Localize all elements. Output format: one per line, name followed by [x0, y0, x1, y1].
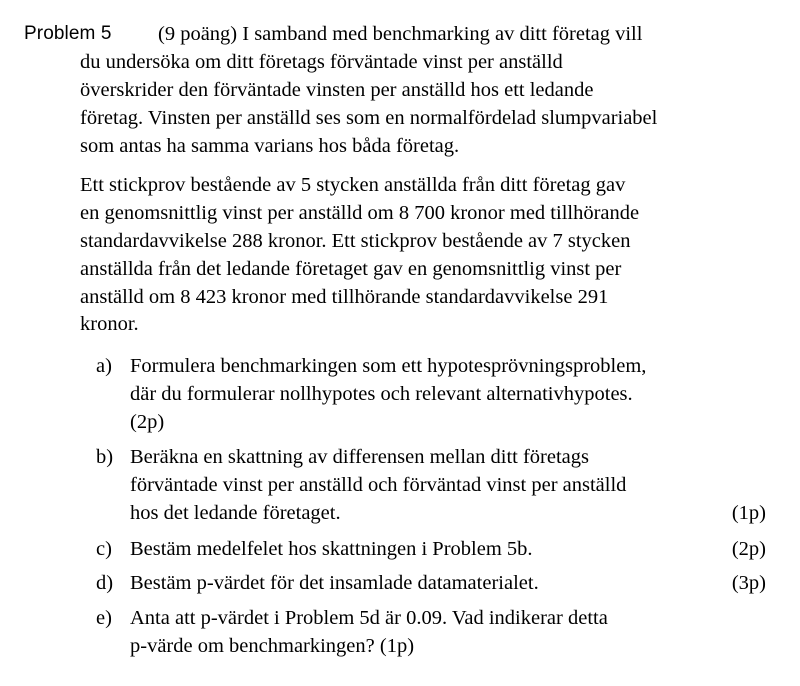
data-line: anställda från det ledande företaget gav en genomsnittlig vinst per	[80, 258, 622, 280]
item-marker-a: a)	[96, 355, 112, 377]
data-line: standardavvikelse 288 kronor. Ett stickprov bestående av 7 stycken	[80, 230, 631, 252]
item-marker-e: e)	[96, 607, 112, 629]
intro-line: överskrider den förväntade vinsten per anställd hos ett ledande	[80, 79, 594, 101]
item-c-points: (2p)	[731, 538, 766, 560]
item-b-line: förväntade vinst per anställd och förväntad vinst per anställd	[130, 474, 627, 496]
intro-line: du undersöka om ditt företags förväntade vinst per anställd	[80, 51, 563, 73]
data-line: Ett stickprov bestående av 5 stycken anställda från ditt företag gav	[80, 174, 626, 196]
item-a-line: (2p)	[130, 411, 165, 433]
item-marker-d: d)	[96, 572, 114, 594]
intro-line: som antas ha samma varians hos båda företag.	[80, 135, 460, 157]
item-c-line: Bestäm medelfelet hos skattningen i Problem 5b.	[130, 538, 533, 560]
item-b-line: hos det ledande företaget.	[130, 502, 341, 524]
item-b-points: (1p)	[731, 502, 766, 524]
data-line: kronor.	[80, 313, 139, 335]
item-e-line: p-värde om benchmarkingen? (1p)	[130, 635, 415, 657]
intro-line: (9 poäng) I samband med benchmarking av ditt företag vill	[158, 23, 643, 45]
item-d-line: Bestäm p-värdet för det insamlade datamaterialet.	[130, 572, 539, 594]
intro-line: företag. Vinsten per anställd ses som en normalfördelad slumpvariabel	[80, 107, 658, 129]
item-a-line: där du formulerar nollhypotes och relevant alternativhypotes.	[130, 383, 633, 405]
item-b-line: Beräkna en skattning av differensen mellan ditt företags	[130, 446, 590, 468]
item-d-points: (3p)	[731, 572, 766, 594]
item-a-line: Formulera benchmarkingen som ett hypotesprövningsproblem,	[130, 355, 647, 377]
item-marker-b: b)	[96, 446, 114, 468]
problem-heading: Problem 5	[24, 23, 112, 44]
data-line: anställd om 8 423 kronor med tillhörande standardavvikelse 291	[80, 286, 609, 308]
data-line: en genomsnittlig vinst per anställd om 8 700 kronor med tillhörande	[80, 202, 640, 224]
item-marker-c: c)	[96, 538, 112, 560]
item-e-line: Anta att p-värdet i Problem 5d är 0.09. Vad indikerar detta	[130, 607, 608, 629]
